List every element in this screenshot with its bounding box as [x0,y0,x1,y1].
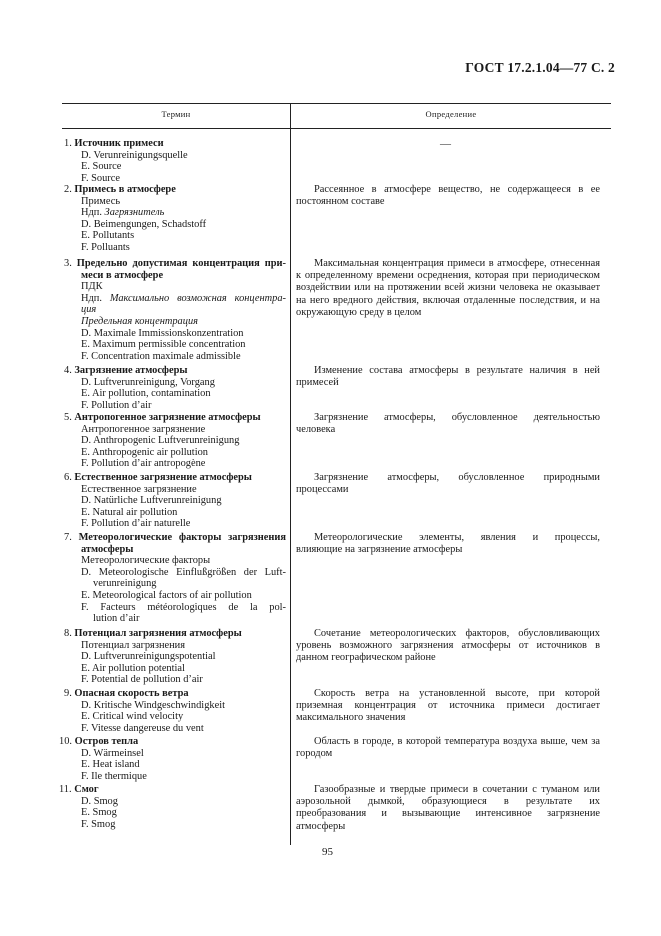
entry-number: 3. [64,258,72,269]
term-entry-2 [64,184,286,254]
term-title-cont: атмосферы [81,543,134,555]
column-header-term: Термин [161,109,191,119]
term-entry-1 [64,138,286,184]
term-line-italic: Предельная концентрация [81,315,198,327]
definition-8: Сочетание метеорологических факторов, обусловливающих уровень возможного загрязнения атмосферы от источников в данном географическом районе [296,628,600,664]
page-number: 95 [322,846,333,858]
term-line: F. Facteurs météorologiques de la pol- [81,601,286,613]
term-entry-10 [59,736,286,782]
definition-4: Изменение состава атмосферы в результате наличия в ней примесей [296,365,600,389]
entry-number: 7. [64,532,72,543]
term-title: Примесь в атмосфере [74,184,176,195]
definition-9: Скорость ветра на установленной высоте, при которой приземная концентрация от источника примеси достигает максимального значения [296,688,600,724]
term-entry-5 [64,412,286,470]
term-line: E. Critical wind velocity [81,711,184,723]
entry-number: 5. [64,412,72,423]
term-line: D. Beimengungen, Schadstoff [81,218,207,230]
term-entry-11 [59,784,286,830]
term-line: Примесь [81,195,121,207]
term-line: F. Source [81,172,120,184]
term-title: Предельно допустимая концентрация при- [76,258,286,269]
definition-5: Загрязнение атмосферы, обусловленное деятельностью человека [296,412,600,436]
term-line: F. Smog [81,818,116,830]
column-divider [290,103,291,845]
term-line: F. Pollution d’air antropogène [81,458,206,470]
term-line-deprecated-cont: ция [81,304,97,316]
term-line: E. Anthropogenic air pollution [81,446,208,458]
term-line: Естественное загрязнение [81,483,197,495]
term-line: Антропогенное загрязнение [81,423,206,435]
term-line: D. Meteorologische Einflußgrößen der Luft- [81,566,286,578]
term-line-deprecated: Ндп. Загрязнитель [81,207,165,219]
term-line: E. Smog [81,807,117,819]
term-line: F. Vitesse dangereuse du vent [81,722,204,734]
entry-number: 9. [64,688,72,699]
entry-number: 10. [59,736,72,747]
term-line: E. Meteorological factors of air pollution [81,589,252,601]
term-line: F. Potential de pollution d’air [81,674,203,686]
term-line: F. Concentration maximale admissible [81,350,241,362]
entry-number: 8. [64,628,72,639]
term-line-cont: lution d’air [93,613,140,625]
term-line: D. Natürliche Luftverunreinigung [81,495,222,507]
definition-11: Газообразные и твердые примеси в сочетании с туманом или аэрозольной дымкой, образующиеся в результате их преобразования и вызывающие интенсивное загрязнение атмосферы [296,784,600,832]
term-title: Остров тепла [74,736,139,747]
term-title: Потенциал загрязнения атмосферы [74,628,242,639]
term-line: E. Pollutants [81,230,135,242]
entry-number: 4. [64,365,72,376]
term-line: F. Pollution d’air naturelle [81,518,191,530]
term-title: Естественное загрязнение атмосферы [74,472,252,483]
term-entry-9 [64,688,286,734]
definition-1: — [440,138,451,150]
definition-3: Максимальная концентрация примеси в атмосфере, отнесенная к определенному времени осреднения, которая при периодическом воздействии или на протяжении всей жизни человека не оказывает на него вредного действия, включая отдаленные последствия, и на окружающую среду в целом [296,258,600,318]
term-line: Потенциал загрязнения [81,639,186,651]
entry-number: 11. [59,784,72,795]
term-line: D. Wärmeinsel [81,747,144,759]
term-line: D. Verunreinigungsquelle [81,149,188,161]
term-line: E. Air pollution, contamination [81,388,211,400]
definition-2: Рассеянное в атмосфере вещество, не содержащееся в ее постоянном составе [296,184,600,208]
term-entry-4 [64,365,286,411]
page-header: ГОСТ 17.2.1.04—77 С. 2 [465,60,615,75]
table-header-rule [62,128,611,129]
definition-6: Загрязнение атмосферы, обусловленное природными процессами [296,472,600,496]
definition-7: Метеорологические элементы, явления и процессы, влияющие на загрязнение атмосферы [296,532,600,556]
term-line: E. Source [81,161,122,173]
term-line: E. Natural air pollution [81,506,178,518]
term-title: Смог [74,784,99,795]
term-line: D. Smog [81,795,118,807]
term-line: D. Anthropogenic Luftverunreinigung [81,435,240,447]
table-top-rule [62,103,611,104]
term-line: F. Pollution d’air [81,399,152,411]
term-entry-8 [64,628,286,686]
definition-10: Область в городе, в которой температура воздуха выше, чем за городом [296,736,600,760]
term-line: D. Kritische Windgeschwindigkeit [81,699,225,711]
term-entry-3 [64,258,286,362]
column-header-definition: Определение [425,109,477,119]
term-line: D. Luftverunreinigung, Vorgang [81,376,215,388]
term-line: E. Heat island [81,759,140,771]
term-title: Опасная скорость ветра [74,688,189,699]
term-line: F. Polluants [81,241,130,253]
term-line: ПДК [81,281,103,293]
term-line: D. Maximale Immissionskonzentration [81,327,244,339]
term-entry-7 [64,532,286,625]
term-title: Метеорологические факторы загрязнения [78,532,286,543]
term-line-cont: verunreinigung [93,578,157,590]
term-line: Метеорологические факторы [81,555,211,567]
term-title: Антропогенное загрязнение атмосферы [74,412,261,423]
term-line-deprecated: Ндп. Максимально возможная концентра- [81,292,287,304]
term-title: Загрязнение атмосферы [74,365,188,376]
term-line: F. Ile thermique [81,770,147,782]
entry-number: 1. [64,138,72,149]
term-line: E. Air pollution potential [81,662,185,674]
term-title: Источник примеси [74,138,164,149]
entry-number: 6. [64,472,72,483]
entry-number: 2. [64,184,72,195]
term-entry-6 [64,472,286,530]
term-line: D. Luftverunreinigungspotential [81,651,216,663]
term-title-cont: меси в атмосфере [81,269,164,281]
term-line: E. Maximum permissible concentration [81,339,246,351]
